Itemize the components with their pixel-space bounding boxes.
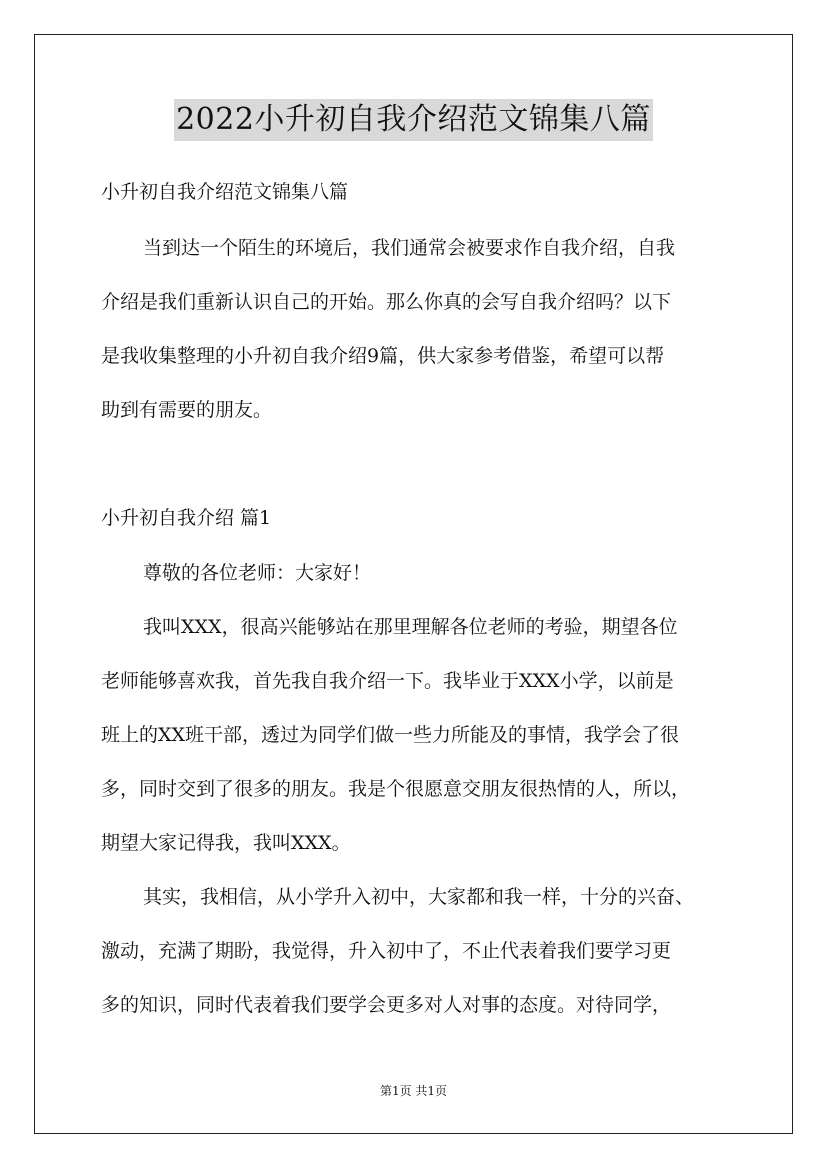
paragraph-line: 是我收集整理的小升初自我介绍9篇，供大家参考借鉴，希望可以帮 (101, 345, 665, 367)
greeting-line: 尊敬的各位老师：大家好！ (143, 562, 372, 584)
paragraph-line: 老师能够喜欢我，首先我自我介绍一下。我毕业于XXX小学，以前是 (101, 670, 674, 692)
page-footer: 第1页 共1页 (379, 1084, 448, 1098)
paragraph-line: 其实，我相信，从小学升入初中，大家都和我一样，十分的兴奋、 (143, 886, 695, 908)
subtitle: 小升初自我介绍范文锦集八篇 (101, 181, 349, 203)
paragraph-line: 我叫XXX，很高兴能够站在那里理解各位老师的考验，期望各位 (143, 616, 678, 638)
paragraph-line: 助到有需要的朋友。 (101, 399, 273, 421)
paragraph-line: 当到达一个陌生的环境后，我们通常会被要求作自我介绍，自我 (143, 237, 676, 259)
paragraph-line: 多的知识，同时代表着我们要学会更多对人对事的态度。对待同学， (101, 994, 672, 1016)
section-heading: 小升初自我介绍 篇1 (101, 507, 272, 529)
title-container (0, 99, 827, 143)
paragraph-line: 多，同时交到了很多的朋友。我是个很愿意交朋友很热情的人，所以， (101, 778, 691, 800)
paragraph-line: 期望大家记得我，我叫XXX。 (101, 832, 351, 854)
paragraph-line: 介绍是我们重新认识自己的开始。那么你真的会写自我介绍吗？以下 (101, 291, 672, 313)
paragraph-line: 班上的XX班干部，透过为同学们做一些力所能及的事情，我学会了很 (101, 724, 680, 746)
page-title: 2022小升初自我介绍范文锦集八篇 (174, 99, 653, 141)
paragraph-line: 激动，充满了期盼，我觉得，升入初中了，不止代表着我们要学习更 (101, 940, 672, 962)
